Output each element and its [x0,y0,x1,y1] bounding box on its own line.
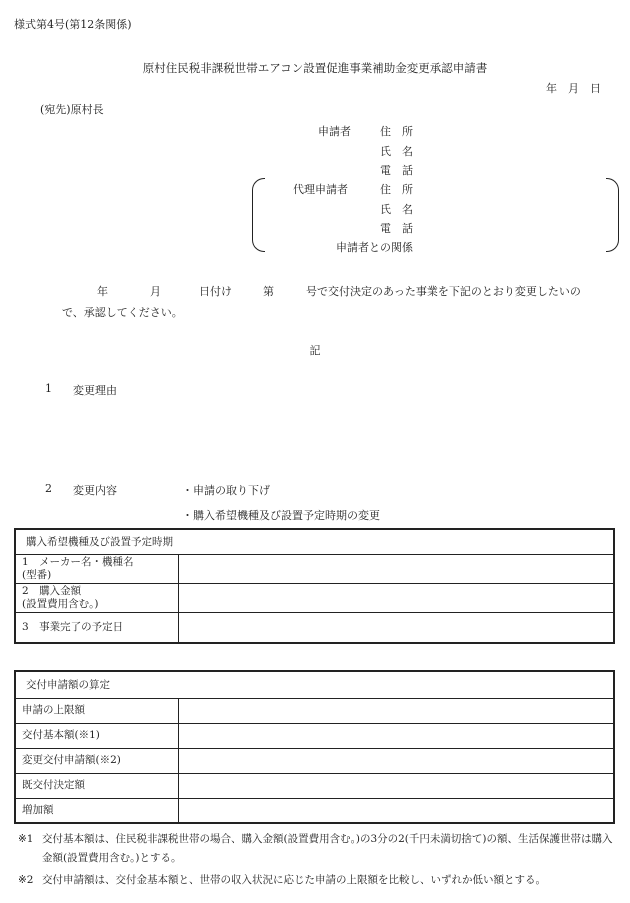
increase-amount-field[interactable] [179,798,615,823]
base-amount-field[interactable] [179,723,615,748]
decided-amount-label: 既交付決定額 [15,773,179,798]
section1-label: 変更理由 [73,384,117,397]
changed-amount-label: 変更交付申請額(※2) [15,748,179,773]
ki-heading: 記 [309,344,321,357]
proxy-relation-label: 申請者との関係 [336,241,413,254]
purchase-table [14,528,615,644]
bracket-right [606,178,619,252]
change-option-withdraw: ・申請の取り下げ [182,484,270,497]
proxy-label: 代理申請者 [293,183,348,196]
maker-model-field[interactable] [179,554,615,583]
bracket-left [252,178,265,252]
table-row [15,554,614,583]
section1-number: 1 [45,382,52,395]
document-title: 原村住民税非課税世帯エアコン設置促進事業補助金変更承認申請書 [142,61,488,75]
purchase-amount-field[interactable] [179,583,615,612]
body-line2: で、承認してください。 [62,306,183,319]
table-row [15,773,614,798]
proxy-phone-label: 電 話 [380,222,413,235]
proxy-address-label: 住 所 [380,183,413,196]
note-2-number: ※2 [18,874,34,886]
table-row [15,698,614,723]
calculation-table-header: 交付申請額の算定 [15,671,614,698]
note-1-text: 交付基本額は、住民税非課税世帯の場合、購入金額(設置費用含む。)の3分の2(千円未満切捨て)の額、生活保護世帯は購入金額(設置費用含む。)とする。 [42,833,613,865]
completion-date-label: 3 事業完了の予定日 [15,613,179,643]
applicant-phone-label: 電 話 [380,164,413,177]
note-2-text: 交付申請額は、交付金基本額と、世帯の収入状況に応じた申請の上限額を比較し、いずれか低い額とする。 [42,874,546,886]
body-month: 月 [150,285,161,298]
body-day: 日付け [199,285,232,298]
section2-number: 2 [45,482,52,495]
calculation-table [14,670,615,824]
completion-date-field[interactable] [179,613,615,643]
body-year: 年 [97,285,108,298]
table-row [15,798,614,823]
note-1 [18,830,618,869]
table-row [15,748,614,773]
note-1-number: ※1 [18,833,34,845]
form-number: 様式第4号(第12条関係) [14,18,132,31]
change-option-model-change: ・購入希望機種及び設置予定時期の変更 [182,509,380,522]
table-row [15,613,614,643]
proxy-name-label: 氏 名 [380,203,413,216]
applicant-name-label: 氏 名 [380,145,413,158]
applicant-address-label: 住 所 [380,125,413,138]
date-line: 年 月 日 [546,82,601,95]
body-dai: 第 [263,285,274,298]
increase-amount-label: 増加額 [15,798,179,823]
changed-amount-field[interactable] [179,748,615,773]
note-2 [18,871,618,890]
applicant-label: 申請者 [318,125,351,138]
purchase-table-header: 購入希望機種及び設置予定時期 [15,529,614,554]
section2-label: 変更内容 [73,484,117,497]
maker-model-label: 1 メーカー名・機種名 (型番) [15,554,179,583]
purchase-amount-label: 2 購入金額 (設置費用含む。) [15,583,179,612]
upper-limit-label: 申請の上限額 [15,698,179,723]
table-row [15,583,614,612]
base-amount-label: 交付基本額(※1) [15,723,179,748]
decided-amount-field[interactable] [179,773,615,798]
upper-limit-field[interactable] [179,698,615,723]
body-line1-rest: 号で交付決定のあった事業を下記のとおり変更したいの [306,285,581,298]
table-row [15,723,614,748]
addressee: (宛先)原村長 [40,103,104,116]
